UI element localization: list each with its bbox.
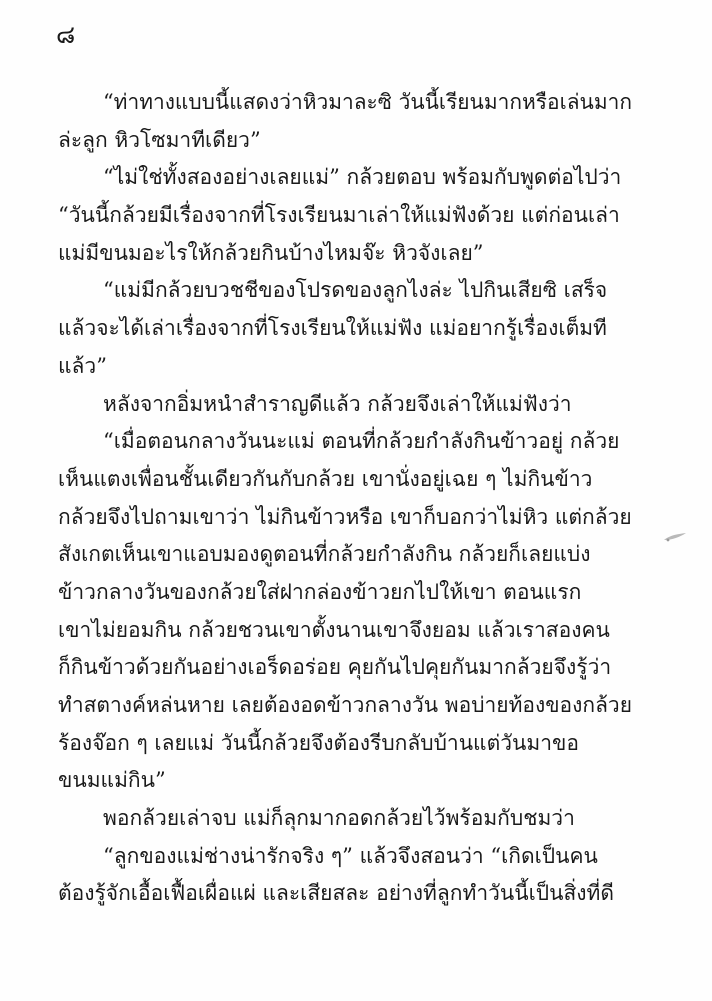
page-number: ๘ <box>56 20 76 49</box>
text-line: “ลูกของแม่ช่างน่ารักจริง ๆ” แล้วจึงสอนว่า “เกิดเป็นคน <box>103 843 598 868</box>
text-line: ล่ะลูก หิวโซมาทีเดียว” <box>58 127 261 152</box>
text-line: พอกล้วยเล่าจบ แม่ก็ลุกมากอดกล้วยไว้พร้อมกับชมว่า <box>103 806 575 831</box>
text-line: ร้องจ๊อก ๆ เลยแม่ วันนี้กล้วยจึงต้องรีบกลับบ้านแต่วันมาขอ <box>58 730 579 755</box>
ink-smudge <box>662 531 688 543</box>
text-line: ข้าวกลางวันของกล้วยใส่ฝากล่องข้าวยกไปให้เขา ตอนแรก <box>58 579 582 604</box>
text-line: ต้องรู้จักเอื้อเฟื้อเผื่อแผ่ และเสียสละ อย่างที่ลูกทำวันนี้เป็นสิ่งที่ดี <box>58 881 615 906</box>
text-line: “เมื่อตอนกลางวันนะแม่ ตอนที่กล้วยกำลังกินข้าวอยู่ กล้วย <box>103 429 620 454</box>
text-line: กล้วยจึงไปถามเขาว่า ไม่กินข้าวหรือ เขาก็บอกว่าไม่หิว แต่กล้วย <box>58 504 632 529</box>
text-line: ก็กินข้าวด้วยกันอย่างเอร็ดอร่อย คุยกันไปคุยกันมากล้วยจึงรู้ว่า <box>58 655 612 680</box>
text-line: แม่มีขนมอะไรให้กล้วยกินบ้างไหมจ๊ะ หิวจังเลย” <box>58 240 484 265</box>
text-line: “แม่มีกล้วยบวชชีของโปรดของลูกไงล่ะ ไปกินเสียซิ เสร็จ <box>103 278 608 303</box>
text-line: เห็นแตงเพื่อนชั้นเดียวกันกับกล้วย เขานั่งอยู่เฉย ๆ ไม่กินข้าว <box>58 466 593 491</box>
text-line: เขาไม่ยอมกิน กล้วยชวนเขาตั้งนานเขาจึงยอม แล้วเราสองคน <box>58 617 610 642</box>
text-line: “ท่าทางแบบนี้แสดงว่าหิวมาละซิ วันนี้เรียนมากหรือเล่นมาก <box>103 90 632 114</box>
text-line: แล้ว” <box>58 353 107 378</box>
text-line: สังเกตเห็นเขาแอบมองดูตอนที่กล้วยกำลังกิน กล้วยก็เลยแบ่ง <box>58 542 591 567</box>
text-line: ขนมแม่กิน” <box>58 768 166 793</box>
text-line: แล้วจะได้เล่าเรื่องจากที่โรงเรียนให้แม่ฟัง แม่อยากรู้เรื่องเต็มที <box>58 316 607 341</box>
text-line: หลังจากอิ่มหนำสำราญดีแล้ว กล้วยจึงเล่าให้แม่ฟังว่า <box>103 391 572 416</box>
text-line: “ไม่ใช่ทั้งสองอย่างเลยแม่” กล้วยตอบ พร้อมกับพูดต่อไปว่า <box>103 165 622 190</box>
text-line: “วันนี้กล้วยมีเรื่องจากที่โรงเรียนมาเล่าให้แม่ฟังด้วย แต่ก่อนเล่า <box>58 203 620 228</box>
text-line: ทำสตางค์หล่นหาย เลยต้องอดข้าวกลางวัน พอบ่ายท้องของกล้วย <box>58 693 632 717</box>
story-text <box>58 84 632 913</box>
